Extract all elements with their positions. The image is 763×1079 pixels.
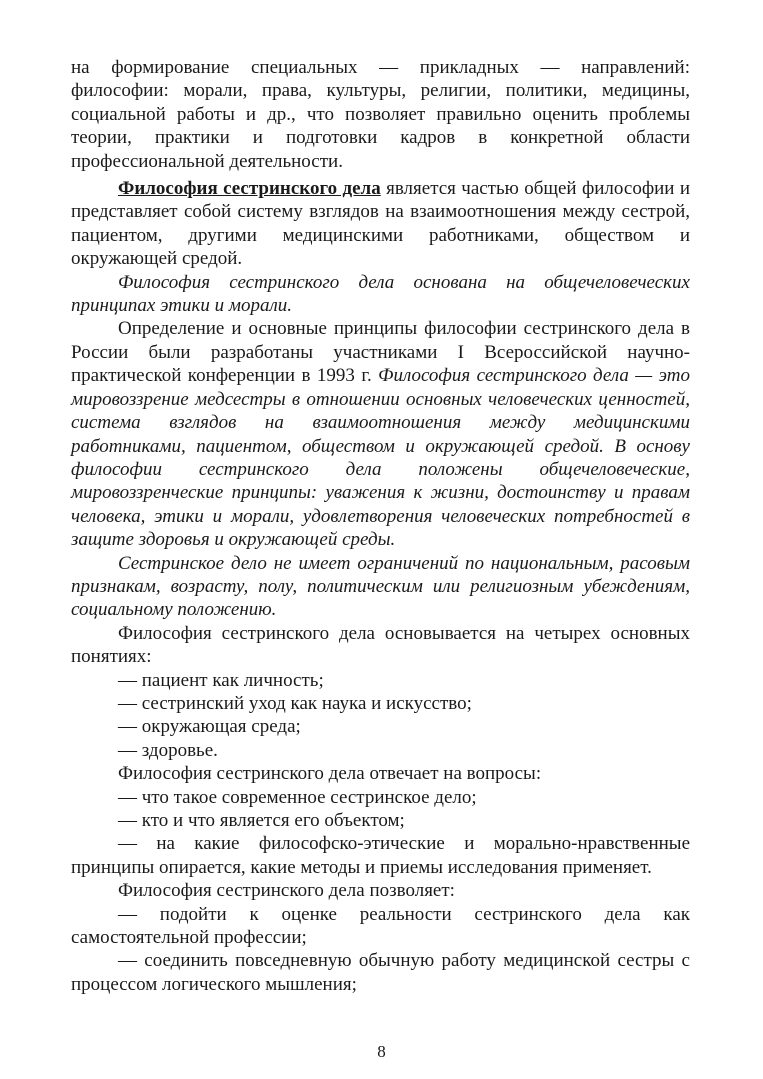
paragraph-intro: на формирование специальных — прикладных — направлений: философии: морали, права, культуры, религии, политики, медицины, социальной работы и др., что позволяет правильно оценить проблемы теории, практики и подготовки кадров в конкретной области профессиональной деятельности. [71, 57, 690, 172]
body-text [71, 56, 690, 996]
conference-definition: Философия сестринского дела — это мировоззрение медсестры в отношении основных человеческих ценностей, система взглядов на взаимоотношения между медицинскими работниками, пациентом, обществом и окружающей средой. В основу философии сестринского дела положены общечеловеческие, мировоззренческие принципы: уважения к жизни, достоинству и правам человека, этики и морали, удовлетворения человеческих потребностей в защите здоровья и окружающей среды. [71, 365, 690, 551]
list-item: — соединить повседневную обычную работу медицинской сестры с процессом логического мышления; [71, 950, 690, 995]
list-item: — кто и что является его объектом; [118, 810, 405, 831]
list-item: — подойти к оценке реальности сестринского дела как самостоятельной профессии; [71, 903, 690, 949]
paragraph-no-restrictions: Сестринское дело не имеет ограничений по национальным, расовым признакам, возрасту, полу, политическим или религиозным убеждениям, социальному положению. [71, 552, 690, 621]
paragraph-conference [71, 317, 690, 551]
list-item: — пациент как личность; [118, 669, 324, 691]
paragraph-definition [71, 177, 690, 271]
list-item: — здоровье. [118, 739, 218, 761]
definition-text: является частью общей философии и представляет собой систему взглядов на взаимоотношения между сестрой, пациентом, другими медицинскими работниками, обществом и окружающей средой. [71, 178, 690, 270]
list-item: — сестринский уход как наука и искусство; [118, 692, 472, 714]
defined-term: Философия сестринского дела [118, 178, 381, 200]
paragraph-allows: Философия сестринского дела позволяет: [118, 880, 455, 902]
page-number: 8 [377, 1042, 386, 1061]
list-item: — окружающая среда; [118, 716, 301, 738]
paragraph-ethics: Философия сестринского дела основана на общечеловеческих принципах этики и морали. [71, 271, 690, 317]
paragraph-concepts: Философия сестринского дела основывается на четырех основных понятиях: [71, 622, 690, 668]
list-item: — что такое современное сестринское дело; [118, 786, 477, 808]
conference-text: Определение и основные принципы философии сестринского дела в России были разработаны участниками I Всероссийской научно-практической конференции в 1993 г. [71, 318, 690, 387]
list-item: — на какие философско-этические и морально-нравственные принципы опирается, какие методы и приемы исследования применяет. [71, 833, 690, 878]
paragraph-questions: Философия сестринского дела отвечает на вопросы: [118, 763, 542, 785]
